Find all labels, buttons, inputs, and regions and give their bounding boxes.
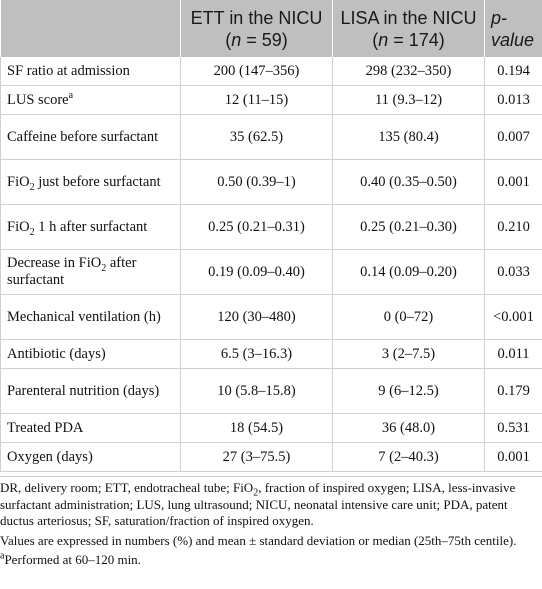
values-note: Values are expressed in numbers (%) and mean ± standard deviation or median (25th–75th centile). <box>0 532 517 548</box>
table-row <box>1 205 542 250</box>
cell-ett: 12 (11–15) <box>181 86 333 115</box>
cell-lisa: 298 (232–350) <box>333 57 485 86</box>
cell-ett: 0.19 (0.09–0.40) <box>181 250 333 295</box>
cell-p-value: 0.179 <box>485 369 542 414</box>
cell-p-value: 0.210 <box>485 205 542 250</box>
table-row <box>1 340 542 369</box>
cell-lisa: 3 (2–7.5) <box>333 340 485 369</box>
cell-ett: 120 (30–480) <box>181 295 333 340</box>
table-footnotes <box>0 476 542 572</box>
header-p-value: p-value <box>485 0 542 57</box>
cell-lisa: 0.14 (0.09–0.20) <box>333 250 485 295</box>
row-label: Decrease in FiO$_2$ after surfactant <box>1 250 181 295</box>
cell-lisa: 7 (2–40.3) <box>333 443 485 472</box>
table-row <box>1 369 542 414</box>
cell-p-value: 0.013 <box>485 86 542 115</box>
cell-lisa: 9 (6–12.5) <box>333 369 485 414</box>
row-label: LUS score$^a$ <box>1 86 181 115</box>
cell-ett: 18 (54.5) <box>181 414 333 443</box>
table-row <box>1 160 542 205</box>
table-row <box>1 414 542 443</box>
cell-lisa: 0 (0–72) <box>333 295 485 340</box>
cell-p-value: 0.011 <box>485 340 542 369</box>
row-label: Oxygen (days) <box>1 443 181 472</box>
row-label: Parenteral nutrition (days) <box>1 369 181 414</box>
cell-lisa: 0.25 (0.21–0.30) <box>333 205 485 250</box>
cell-lisa: 36 (48.0) <box>333 414 485 443</box>
cell-lisa: 0.40 (0.35–0.50) <box>333 160 485 205</box>
cell-ett: 6.5 (3–16.3) <box>181 340 333 369</box>
header-lisa-nicu: LISA in the NICU (n = 174) <box>333 0 485 57</box>
row-label: Antibiotic (days) <box>1 340 181 369</box>
cell-p-value: 0.007 <box>485 115 542 160</box>
cell-p-value: 0.001 <box>485 160 542 205</box>
table-row <box>1 115 542 160</box>
cell-p-value: 0.001 <box>485 443 542 472</box>
cell-ett: 35 (62.5) <box>181 115 333 160</box>
footnote-a: $^a$Performed at 60–120 min. <box>0 550 141 567</box>
cell-p-value: 0.033 <box>485 250 542 295</box>
cell-lisa: 135 (80.4) <box>333 115 485 160</box>
cell-p-value: 0.531 <box>485 414 542 443</box>
table-row <box>1 295 542 340</box>
cell-lisa: 11 (9.3–12) <box>333 86 485 115</box>
row-label: SF ratio at admission <box>1 57 181 86</box>
cell-p-value: 0.194 <box>485 57 542 86</box>
abbreviations-note: DR, delivery room; ETT, endotracheal tube; FiO$_2$, fraction of inspired oxygen; LISA, less-invasive surfactant administration; LUS, lung ultrasound; NICU, neonatal intensive care unit; PDA, patent ductus arteriosus; SF, saturation/fraction of inspired oxygen. <box>0 476 542 530</box>
cell-ett: 10 (5.8–15.8) <box>181 369 333 414</box>
row-label: Caffeine before surfactant <box>1 115 181 160</box>
row-label: Treated PDA <box>1 414 181 443</box>
header-variable <box>1 0 181 57</box>
table-row <box>1 250 542 295</box>
table-row <box>1 443 542 472</box>
table-row <box>1 86 542 115</box>
table-row <box>1 57 542 86</box>
row-label: FiO$_2$ just before surfactant <box>1 160 181 205</box>
cell-ett: 27 (3–75.5) <box>181 443 333 472</box>
header-ett-nicu: ETT in the NICU (n = 59) <box>181 0 333 57</box>
cell-ett: 0.25 (0.21–0.31) <box>181 205 333 250</box>
table-header-row <box>1 0 542 57</box>
cell-ett: 0.50 (0.39–1) <box>181 160 333 205</box>
row-label: Mechanical ventilation (h) <box>1 295 181 340</box>
cell-p-value: <0.001 <box>485 295 542 340</box>
cell-ett: 200 (147–356) <box>181 57 333 86</box>
row-label: FiO$_2$ 1 h after surfactant <box>1 205 181 250</box>
